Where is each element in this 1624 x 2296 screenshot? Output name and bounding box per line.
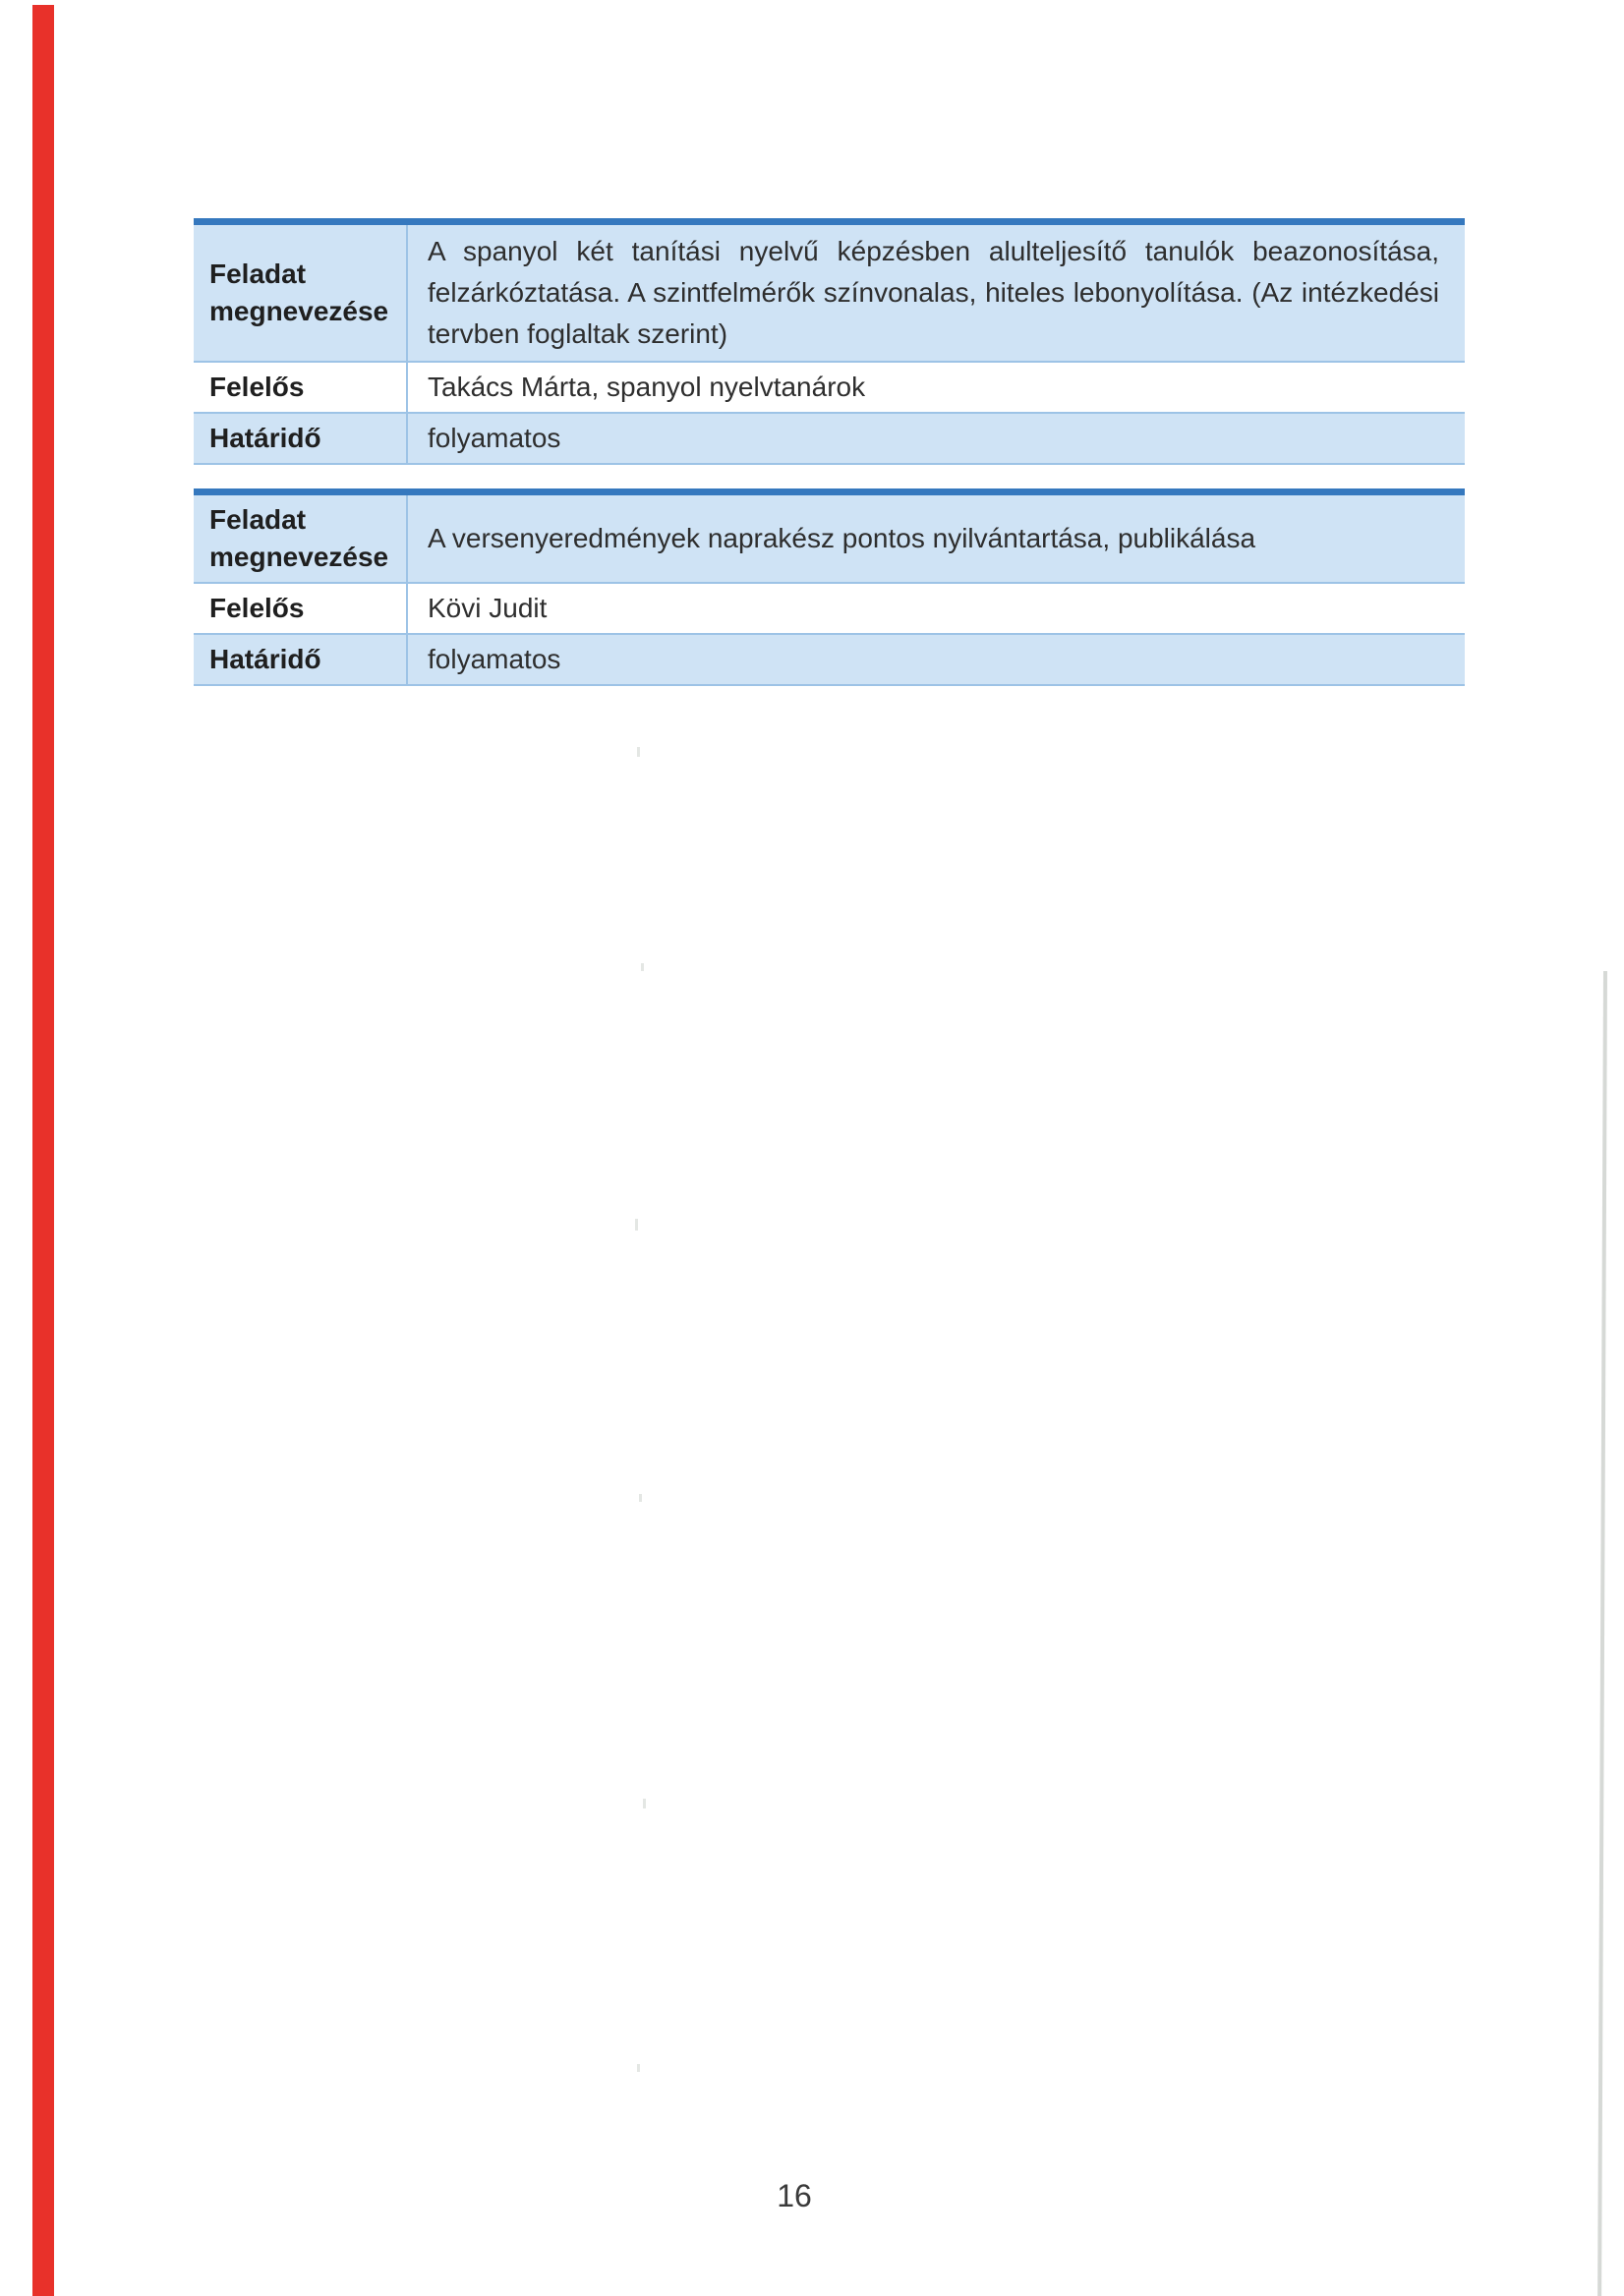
row-header-hatarido: Határidő <box>209 423 321 453</box>
task-table-1 <box>194 218 1465 465</box>
table-row-hatarido <box>194 633 1465 684</box>
scan-artifact-speck <box>635 1219 638 1231</box>
row-header-feladat: Feladat megnevezése <box>209 258 389 326</box>
felelos-value-cell <box>406 363 1465 412</box>
scan-artifact-speck <box>637 747 640 757</box>
row-header-felelos: Felelős <box>209 593 305 623</box>
felelos-text: Kövi Judit <box>428 593 548 624</box>
felelos-value-cell <box>406 584 1465 633</box>
row-header-feladat: Feladat megnevezése <box>209 504 389 572</box>
table-row-hatarido <box>194 412 1465 463</box>
hatarido-value-cell <box>406 414 1465 463</box>
scan-artifact-line <box>1597 971 1607 2296</box>
row-header-hatarido: Határidő <box>209 644 321 674</box>
page-number: 16 <box>777 2178 812 2213</box>
feladat-text: A spanyol két tanítási nyelvű képzésben alulteljesítő tanulók beazonosítása, felzárkóztatása. A szintfelmérők színvonalas, hiteles lebonyolítása. (Az intézkedési tervben foglaltak szerint) <box>428 236 1439 349</box>
table-row-feladat <box>194 225 1465 361</box>
table-row-felelos <box>194 582 1465 633</box>
table-row-feladat <box>194 495 1465 582</box>
feladat-value-cell <box>406 495 1465 582</box>
hatarido-value-cell <box>406 635 1465 684</box>
felelos-text: Takács Márta, spanyol nyelvtanárok <box>428 372 866 403</box>
feladat-value-cell <box>406 225 1465 361</box>
hatarido-text: folyamatos <box>428 423 561 454</box>
row-header-felelos: Felelős <box>209 372 305 402</box>
scan-edge-red-strip <box>32 5 54 2296</box>
scan-artifact-speck <box>639 1494 642 1502</box>
scan-artifact-speck <box>641 963 644 971</box>
feladat-text: A versenyeredmények naprakész pontos nyilvántartása, publikálása <box>428 523 1256 554</box>
table-row-felelos <box>194 361 1465 412</box>
scan-artifact-speck <box>637 2064 640 2072</box>
task-table-2 <box>194 488 1465 686</box>
scan-artifact-speck <box>643 1799 646 1808</box>
hatarido-text: folyamatos <box>428 644 561 675</box>
